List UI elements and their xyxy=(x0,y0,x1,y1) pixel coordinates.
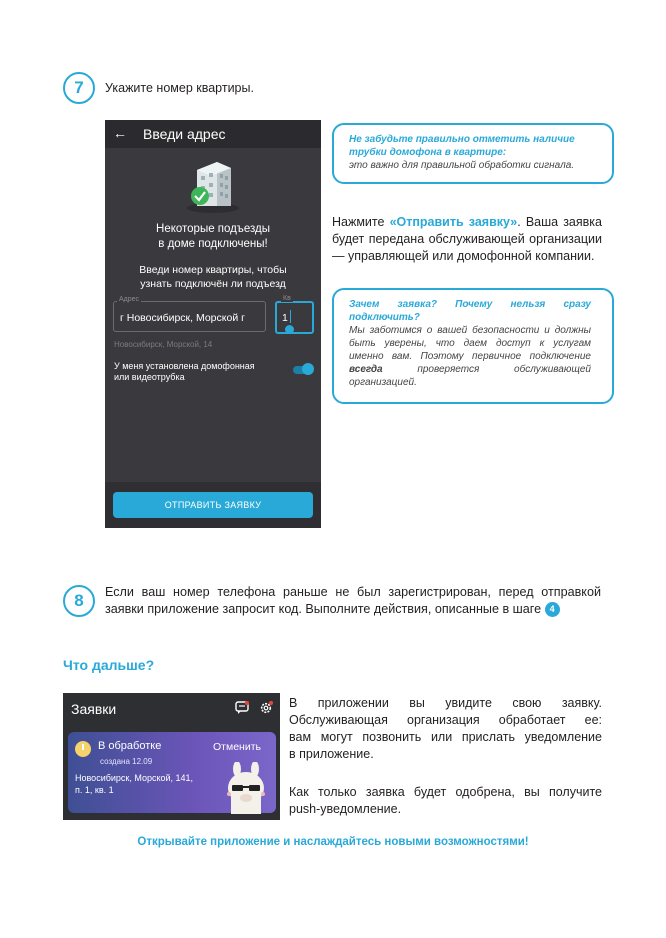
request-status: В обработке xyxy=(98,740,162,752)
section-heading-next: Что дальше? xyxy=(63,657,155,673)
apartment-field[interactable] xyxy=(275,301,314,334)
apartment-label: Кв xyxy=(283,295,291,302)
step-4-reference-badge: 4 xyxy=(545,602,560,617)
gear-icon[interactable] xyxy=(259,701,273,715)
what-next-paragraph-2: Как только заявка будет одобрена, вы получите push-уведомление. xyxy=(289,785,602,816)
app-screenshot-requests xyxy=(63,693,280,820)
callout-why-request: Зачем заявка? Почему нельзя сразу подключить? Мы заботимся о вашей безопасности и должны быть уверены, что даем доступ к услугам именно вам. Поэтому первичное подключение всегда проверяется обслуживающей организацией. xyxy=(332,288,614,404)
address-value: г Новосибирск, Морской г xyxy=(120,312,245,324)
text-cursor xyxy=(290,310,291,323)
screen-title: Введи адрес xyxy=(143,126,226,142)
clock-icon xyxy=(75,741,91,757)
cursor-handle[interactable] xyxy=(285,325,294,334)
send-instruction-text: Нажмите «Отправить заявку». Ваша заявка будет передана обслуживающей организации — управляющей или домофонной компании. xyxy=(332,215,602,263)
apartment-value: 1 xyxy=(282,312,288,324)
callout-handset-reminder: Не забудьте правильно отметить наличие трубки домофона в квартире: это важно для правильной обработки сигнала. xyxy=(332,123,614,184)
intercom-toggle-label: У меня установлена домофонная или видеотрубка xyxy=(114,361,255,382)
instruction-text: Введи номер квартиры, чтобы узнать подключён ли подъезд xyxy=(139,264,287,290)
step-8-badge: 8 xyxy=(63,585,95,617)
step-7-badge: 7 xyxy=(63,72,95,104)
intercom-toggle-knob[interactable] xyxy=(302,363,314,375)
llama-mascot-icon xyxy=(221,762,271,814)
step-7-text: Укажите номер квартиры. xyxy=(105,81,254,95)
building-icon xyxy=(183,156,243,214)
footer-slogan: Открывайте приложение и наслаждайтесь новыми возможностями! xyxy=(137,836,529,848)
what-next-paragraph-1: В приложении вы увидите свою заявку. Обслуживающая организация обработает ее: вам могут позвонить или прислать уведомление в приложение. xyxy=(289,696,602,761)
heading-text: Некоторые подъезды в доме подключены! xyxy=(156,223,270,250)
back-arrow-icon[interactable]: ← xyxy=(113,125,127,141)
phone-screenshot-address xyxy=(105,120,321,528)
request-address: Новосибирск, Морской, 141, п. 1, кв. 1 xyxy=(75,773,194,795)
request-created-date: создана 12.09 xyxy=(100,757,153,766)
requests-title: Заявки xyxy=(71,701,117,717)
step-8-text: Если ваш номер телефона раньше не был зарегистрирован, перед отправкой заявки приложение запросит код. Выполните действия, описанные в шаге 4 xyxy=(105,585,601,616)
cancel-request-button[interactable]: Отменить xyxy=(213,741,261,753)
address-suggestion[interactable]: Новосибирск, Морской, 14 xyxy=(114,340,213,349)
chat-icon[interactable] xyxy=(235,701,249,715)
address-label: Адрес xyxy=(119,296,140,303)
send-request-button[interactable]: ОТПРАВИТЬ ЗАЯВКУ xyxy=(113,492,313,518)
